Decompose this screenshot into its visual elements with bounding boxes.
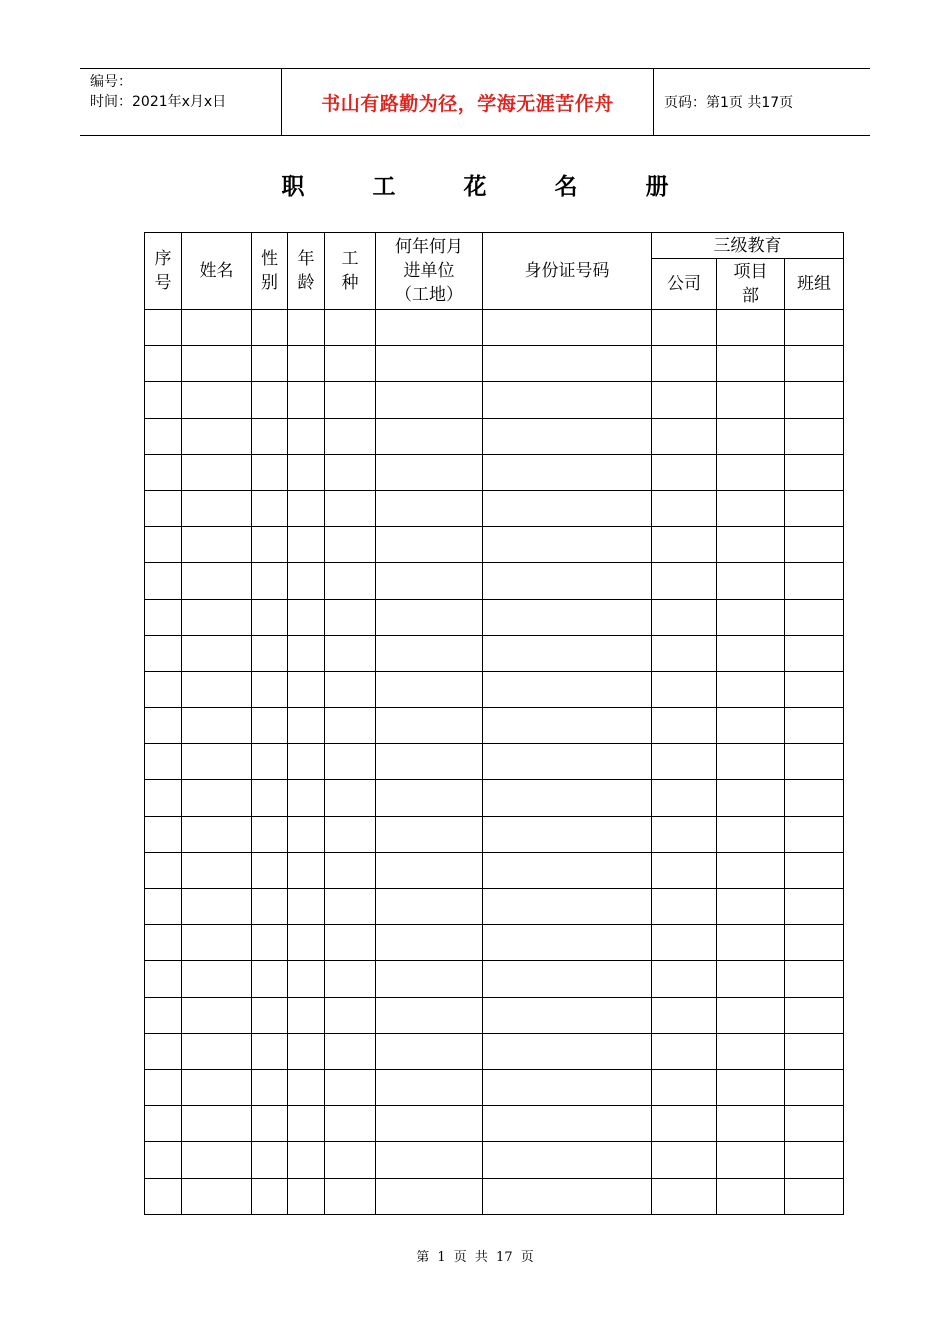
table-cell xyxy=(288,744,325,780)
table-cell xyxy=(785,671,844,707)
table-cell xyxy=(652,490,717,526)
sub-project-header: 项目 部 xyxy=(717,259,785,310)
table-row xyxy=(145,671,844,707)
table-cell xyxy=(785,490,844,526)
table-cell xyxy=(325,635,376,671)
table-row xyxy=(145,310,844,346)
table-cell xyxy=(252,527,288,563)
table-cell xyxy=(652,310,717,346)
table-cell xyxy=(483,997,652,1033)
table-cell xyxy=(483,1069,652,1105)
staff-roster-table xyxy=(144,232,844,1215)
table-cell xyxy=(288,1033,325,1069)
table-cell xyxy=(325,708,376,744)
table-cell xyxy=(785,889,844,925)
table-cell xyxy=(785,635,844,671)
table-cell xyxy=(325,310,376,346)
table-cell xyxy=(376,1178,483,1214)
table-cell xyxy=(145,997,182,1033)
table-cell xyxy=(182,671,252,707)
table-cell xyxy=(717,889,785,925)
table-cell xyxy=(145,780,182,816)
table-cell xyxy=(252,1033,288,1069)
table-cell xyxy=(325,780,376,816)
table-cell xyxy=(145,852,182,888)
table-row xyxy=(145,1178,844,1214)
table-cell xyxy=(652,708,717,744)
table-cell xyxy=(785,961,844,997)
table-cell xyxy=(288,1069,325,1105)
table-cell xyxy=(252,1069,288,1105)
table-cell xyxy=(376,1106,483,1142)
table-cell xyxy=(145,925,182,961)
table-cell xyxy=(325,346,376,382)
table-cell xyxy=(288,563,325,599)
table-cell xyxy=(785,454,844,490)
col-id-header: 身份证号码 xyxy=(483,233,652,310)
sub-team-header: 班组 xyxy=(785,259,844,310)
table-cell xyxy=(483,527,652,563)
table-cell xyxy=(145,1178,182,1214)
table-cell xyxy=(785,1033,844,1069)
col-name-header: 姓名 xyxy=(182,233,252,310)
table-cell xyxy=(483,635,652,671)
table-cell xyxy=(182,418,252,454)
table-cell xyxy=(252,925,288,961)
table-cell xyxy=(652,599,717,635)
table-cell xyxy=(325,889,376,925)
table-cell xyxy=(182,527,252,563)
table-row xyxy=(145,346,844,382)
table-cell xyxy=(376,1033,483,1069)
table-cell xyxy=(376,527,483,563)
table-cell xyxy=(376,490,483,526)
table-cell xyxy=(288,997,325,1033)
table-row xyxy=(145,635,844,671)
table-cell xyxy=(288,852,325,888)
table-cell xyxy=(717,382,785,418)
table-cell xyxy=(483,1142,652,1178)
table-cell xyxy=(325,744,376,780)
table-cell xyxy=(145,708,182,744)
table-cell xyxy=(717,490,785,526)
col-age-header: 年 龄 xyxy=(288,233,325,310)
table-cell xyxy=(182,997,252,1033)
table-cell xyxy=(652,852,717,888)
table-cell xyxy=(252,382,288,418)
table-row xyxy=(145,1069,844,1105)
table-cell xyxy=(376,671,483,707)
table-cell xyxy=(288,527,325,563)
table-cell xyxy=(145,563,182,599)
table-cell xyxy=(376,816,483,852)
table-cell xyxy=(652,346,717,382)
table-cell xyxy=(252,816,288,852)
table-row xyxy=(145,708,844,744)
col-gender-header: 性 别 xyxy=(252,233,288,310)
col-education-header: 三级教育 xyxy=(652,233,844,259)
table-row xyxy=(145,490,844,526)
table-cell xyxy=(182,708,252,744)
col-trade-header: 工 种 xyxy=(325,233,376,310)
table-cell xyxy=(288,599,325,635)
table-cell xyxy=(483,382,652,418)
table-cell xyxy=(785,527,844,563)
table-cell xyxy=(376,346,483,382)
table-cell xyxy=(325,961,376,997)
table-cell xyxy=(252,852,288,888)
table-row xyxy=(145,599,844,635)
table-cell xyxy=(252,744,288,780)
table-cell xyxy=(652,816,717,852)
table-cell xyxy=(252,780,288,816)
table-cell xyxy=(376,780,483,816)
table-cell xyxy=(652,1142,717,1178)
table-cell xyxy=(182,382,252,418)
table-cell xyxy=(785,1178,844,1214)
table-cell xyxy=(483,925,652,961)
table-cell xyxy=(652,1178,717,1214)
table-row xyxy=(145,889,844,925)
table-cell xyxy=(376,889,483,925)
table-cell xyxy=(145,454,182,490)
table-cell xyxy=(785,1142,844,1178)
table-cell xyxy=(252,997,288,1033)
table-cell xyxy=(182,780,252,816)
table-row xyxy=(145,1106,844,1142)
table-cell xyxy=(252,346,288,382)
table-cell xyxy=(717,310,785,346)
table-cell xyxy=(288,925,325,961)
table-cell xyxy=(483,852,652,888)
table-cell xyxy=(717,1178,785,1214)
document-header xyxy=(80,68,870,136)
table-cell xyxy=(717,599,785,635)
table-cell xyxy=(785,780,844,816)
table-cell xyxy=(325,527,376,563)
table-cell xyxy=(252,599,288,635)
table-cell xyxy=(252,1106,288,1142)
table-cell xyxy=(325,454,376,490)
table-cell xyxy=(652,925,717,961)
table-cell xyxy=(325,925,376,961)
table-cell xyxy=(252,454,288,490)
table-cell xyxy=(252,490,288,526)
table-cell xyxy=(652,997,717,1033)
table-cell xyxy=(325,599,376,635)
table-cell xyxy=(483,961,652,997)
table-cell xyxy=(785,563,844,599)
table-row xyxy=(145,744,844,780)
table-cell xyxy=(288,382,325,418)
table-cell xyxy=(252,635,288,671)
table-cell xyxy=(288,889,325,925)
table-cell xyxy=(717,1142,785,1178)
table-row xyxy=(145,997,844,1033)
table-row xyxy=(145,925,844,961)
table-cell xyxy=(376,563,483,599)
table-cell xyxy=(182,1142,252,1178)
table-cell xyxy=(652,382,717,418)
header-meta xyxy=(80,69,281,135)
motto: 书山有路勤为径，学海无涯苦作舟 xyxy=(281,69,654,135)
table-cell xyxy=(717,925,785,961)
table-cell xyxy=(483,671,652,707)
table-cell xyxy=(785,708,844,744)
table-cell xyxy=(325,1033,376,1069)
table-cell xyxy=(182,889,252,925)
table-cell xyxy=(717,635,785,671)
table-cell xyxy=(652,780,717,816)
table-cell xyxy=(376,1142,483,1178)
table-cell xyxy=(182,1069,252,1105)
table-row xyxy=(145,816,844,852)
table-cell xyxy=(652,454,717,490)
table-cell xyxy=(376,961,483,997)
table-cell xyxy=(288,454,325,490)
table-cell xyxy=(376,599,483,635)
table-cell xyxy=(182,852,252,888)
table-cell xyxy=(376,382,483,418)
table-cell xyxy=(376,418,483,454)
table-cell xyxy=(785,310,844,346)
table-cell xyxy=(252,563,288,599)
table-cell xyxy=(376,997,483,1033)
table-cell xyxy=(288,780,325,816)
table-cell xyxy=(717,780,785,816)
table-cell xyxy=(325,490,376,526)
table-cell xyxy=(483,1033,652,1069)
table-cell xyxy=(652,1069,717,1105)
table-cell xyxy=(483,418,652,454)
table-cell xyxy=(483,889,652,925)
table-cell xyxy=(717,1106,785,1142)
table-cell xyxy=(182,635,252,671)
table-cell xyxy=(288,1142,325,1178)
table-cell xyxy=(182,346,252,382)
table-row xyxy=(145,1033,844,1069)
table-cell xyxy=(145,310,182,346)
table-cell xyxy=(483,780,652,816)
table-cell xyxy=(182,744,252,780)
table-cell xyxy=(717,1069,785,1105)
table-cell xyxy=(182,490,252,526)
table-cell xyxy=(145,346,182,382)
table-row xyxy=(145,563,844,599)
table-cell xyxy=(182,563,252,599)
table-cell xyxy=(145,1069,182,1105)
table-cell xyxy=(652,744,717,780)
table-cell xyxy=(483,1106,652,1142)
sub-company-header: 公司 xyxy=(652,259,717,310)
table-cell xyxy=(785,997,844,1033)
table-cell xyxy=(145,961,182,997)
table-cell xyxy=(785,599,844,635)
table-cell xyxy=(785,418,844,454)
table-cell xyxy=(145,889,182,925)
table-cell xyxy=(325,1142,376,1178)
table-cell xyxy=(145,744,182,780)
table-cell xyxy=(182,599,252,635)
table-cell xyxy=(145,382,182,418)
table-cell xyxy=(785,925,844,961)
table-cell xyxy=(325,671,376,707)
table-cell xyxy=(325,816,376,852)
table-cell xyxy=(252,1178,288,1214)
table-cell xyxy=(182,1106,252,1142)
table-cell xyxy=(785,1106,844,1142)
table-cell xyxy=(785,816,844,852)
table-cell xyxy=(652,418,717,454)
table-cell xyxy=(288,418,325,454)
table-cell xyxy=(483,490,652,526)
table-cell xyxy=(717,671,785,707)
table-cell xyxy=(717,563,785,599)
table-cell xyxy=(785,852,844,888)
table-cell xyxy=(483,599,652,635)
table-cell xyxy=(145,635,182,671)
roster-body xyxy=(145,310,844,1215)
table-cell xyxy=(376,1069,483,1105)
table-cell xyxy=(376,310,483,346)
col-entry-header: 何年何月 进单位 （工地） xyxy=(376,233,483,310)
table-cell xyxy=(376,708,483,744)
table-cell xyxy=(325,1069,376,1105)
table-cell xyxy=(182,816,252,852)
table-cell xyxy=(288,1178,325,1214)
table-cell xyxy=(182,925,252,961)
table-cell xyxy=(376,454,483,490)
table-cell xyxy=(376,744,483,780)
table-cell xyxy=(288,671,325,707)
table-cell xyxy=(288,635,325,671)
table-cell xyxy=(325,418,376,454)
col-seq-header: 序 号 xyxy=(145,233,182,310)
table-cell xyxy=(483,346,652,382)
page-info: 页码：第1页 共17页 xyxy=(664,95,794,111)
table-cell xyxy=(145,671,182,707)
table-cell xyxy=(182,1033,252,1069)
table-cell xyxy=(252,889,288,925)
table-row xyxy=(145,961,844,997)
table-cell xyxy=(252,961,288,997)
table-cell xyxy=(145,816,182,852)
table-cell xyxy=(325,997,376,1033)
table-row xyxy=(145,527,844,563)
table-cell xyxy=(785,382,844,418)
table-cell xyxy=(652,671,717,707)
table-cell xyxy=(376,635,483,671)
table-cell xyxy=(182,961,252,997)
table-cell xyxy=(288,961,325,997)
table-cell xyxy=(325,1106,376,1142)
code-label: 编号： xyxy=(90,74,132,90)
table-cell xyxy=(325,852,376,888)
table-cell xyxy=(483,816,652,852)
table-cell xyxy=(717,418,785,454)
table-cell xyxy=(785,744,844,780)
table-cell xyxy=(145,1033,182,1069)
table-cell xyxy=(145,599,182,635)
table-cell xyxy=(252,671,288,707)
table-cell xyxy=(652,635,717,671)
table-cell xyxy=(288,490,325,526)
table-cell xyxy=(717,997,785,1033)
table-cell xyxy=(717,961,785,997)
date-label: 时间：2021年x月x日 xyxy=(90,94,227,110)
table-cell xyxy=(376,852,483,888)
table-cell xyxy=(717,527,785,563)
table-cell xyxy=(288,708,325,744)
table-cell xyxy=(288,816,325,852)
table-cell xyxy=(252,418,288,454)
table-cell xyxy=(145,527,182,563)
table-cell xyxy=(717,346,785,382)
table-cell xyxy=(288,346,325,382)
table-cell xyxy=(145,1142,182,1178)
table-row xyxy=(145,852,844,888)
table-cell xyxy=(717,816,785,852)
table-row xyxy=(145,454,844,490)
table-cell xyxy=(652,1106,717,1142)
table-cell xyxy=(717,1033,785,1069)
table-cell xyxy=(717,454,785,490)
table-cell xyxy=(483,1178,652,1214)
table-cell xyxy=(145,418,182,454)
table-row xyxy=(145,1142,844,1178)
table-cell xyxy=(288,310,325,346)
table-cell xyxy=(717,708,785,744)
table-cell xyxy=(252,708,288,744)
table-cell xyxy=(182,454,252,490)
table-cell xyxy=(785,346,844,382)
table-cell xyxy=(145,1106,182,1142)
table-cell xyxy=(145,490,182,526)
table-cell xyxy=(717,852,785,888)
table-cell xyxy=(252,1142,288,1178)
table-cell xyxy=(483,708,652,744)
table-cell xyxy=(652,961,717,997)
table-row xyxy=(145,418,844,454)
table-row xyxy=(145,780,844,816)
page-title: 职 工 花 名 册 xyxy=(281,173,699,200)
table-cell xyxy=(182,310,252,346)
table-cell xyxy=(483,454,652,490)
page-footer: 第 1 页 共 17 页 xyxy=(416,1250,534,1265)
table-cell xyxy=(652,1033,717,1069)
table-cell xyxy=(483,563,652,599)
table-cell xyxy=(325,382,376,418)
table-cell xyxy=(717,744,785,780)
table-cell xyxy=(483,744,652,780)
table-cell xyxy=(288,1106,325,1142)
table-cell xyxy=(325,1178,376,1214)
table-cell xyxy=(483,310,652,346)
table-cell xyxy=(652,527,717,563)
table-cell xyxy=(182,1178,252,1214)
table-row xyxy=(145,382,844,418)
table-cell xyxy=(652,889,717,925)
table-cell xyxy=(376,925,483,961)
table-cell xyxy=(785,1069,844,1105)
table-cell xyxy=(252,310,288,346)
table-cell xyxy=(652,563,717,599)
table-cell xyxy=(325,563,376,599)
